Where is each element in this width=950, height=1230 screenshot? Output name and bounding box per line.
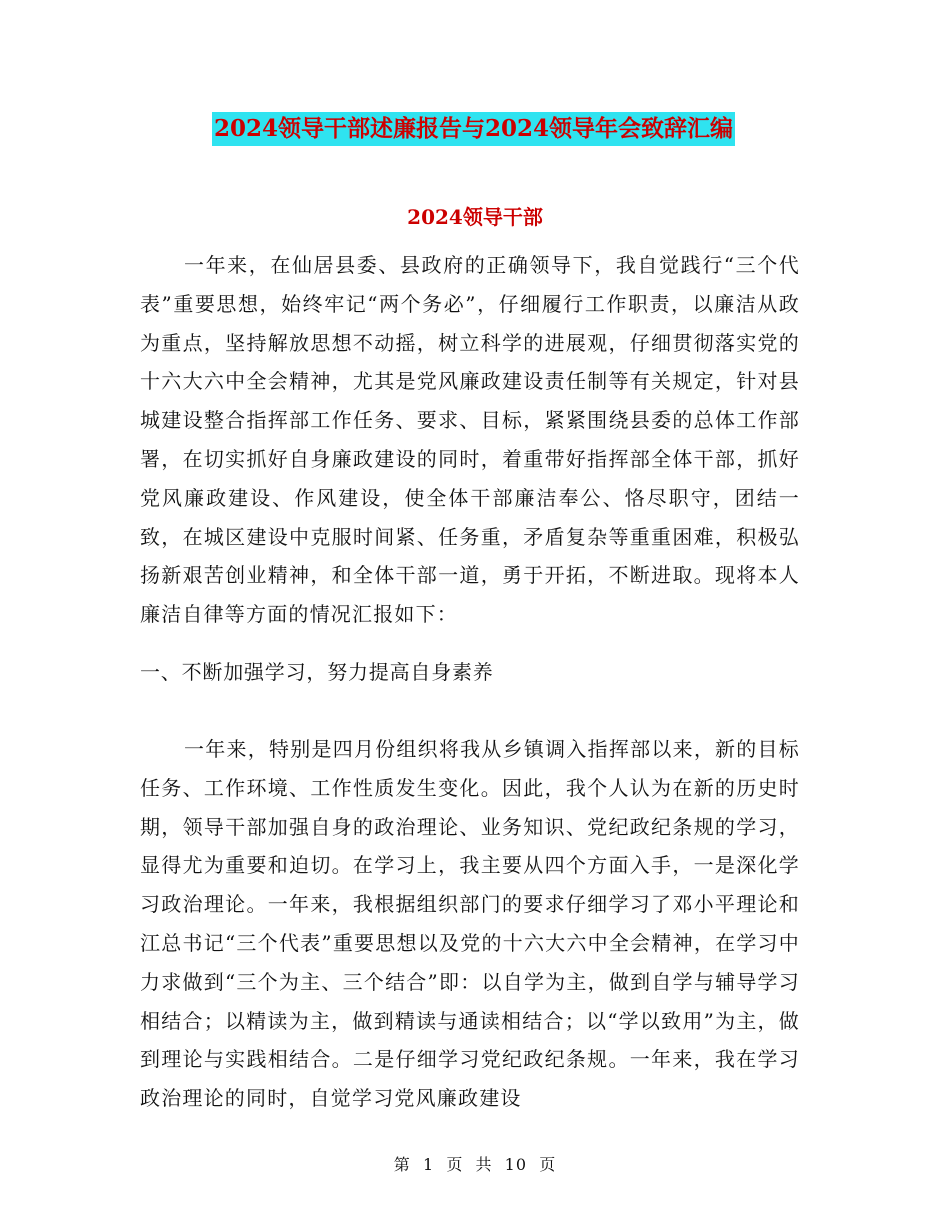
document-title: 2024领导干部述廉报告与2024领导年会致辞汇编 xyxy=(212,112,735,146)
page-footer: 第 1 页 共 10 页 xyxy=(393,1155,557,1174)
body-paragraph: 一年来，特别是四月份组织将我从乡镇调入指挥部以来，新的目标任务、工作环境、工作性质发生变化。因此，我个人认为在新的历史时期，领导干部加强自身的政治理论、业务知识、党纪政纪条规的学习，显得尤为重要和迫切。在学习上，我主要从四个方面入手，一是深化学习政治理论。一年来，我根据组织部门的要求仔细学习了邓小平理论和江总书记“三个代表”重要思想以及党的十六大六中全会精神，在学习中力求做到“三个为主、三个结合”即：以自学为主，做到自学与辅导学习相结合；以精读为主，做到精读与通读相结合；以“学以致用”为主，做到理论与实践相结合。二是仔细学习党纪政纪条规。一年来，我在学习政治理论的同时，自觉学习党风廉政建设 xyxy=(140,737,800,1111)
section-title: 2024领导干部 xyxy=(407,205,543,229)
section-heading: 一、不断加强学习，努力提高自身素养 xyxy=(140,660,494,684)
body-paragraph: 一年来，在仙居县委、县政府的正确领导下，我自觉践行“三个代表”重要思想，始终牢记“两个务必”，仔细履行工作职责，以廉洁从政为重点，坚持解放思想不动摇，树立科学的进展观，仔细贯彻落实党的十六大六中全会精神，尤其是党风廉政建设责任制等有关规定，针对县城建设整合指挥部工作任务、要求、目标，紧紧围绕县委的总体工作部署，在切实抓好自身廉政建设的同时，着重带好指挥部全体干部，抓好党风廉政建设、作风建设，使全体干部廉洁奉公、恪尽职守，团结一致，在城区建设中克服时间紧、任务重，矛盾复杂等重重困难，积极弘扬新艰苦创业精神，和全体干部一道，勇于开拓，不断进取。现将本人廉洁自律等方面的情况汇报如下： xyxy=(140,253,800,627)
